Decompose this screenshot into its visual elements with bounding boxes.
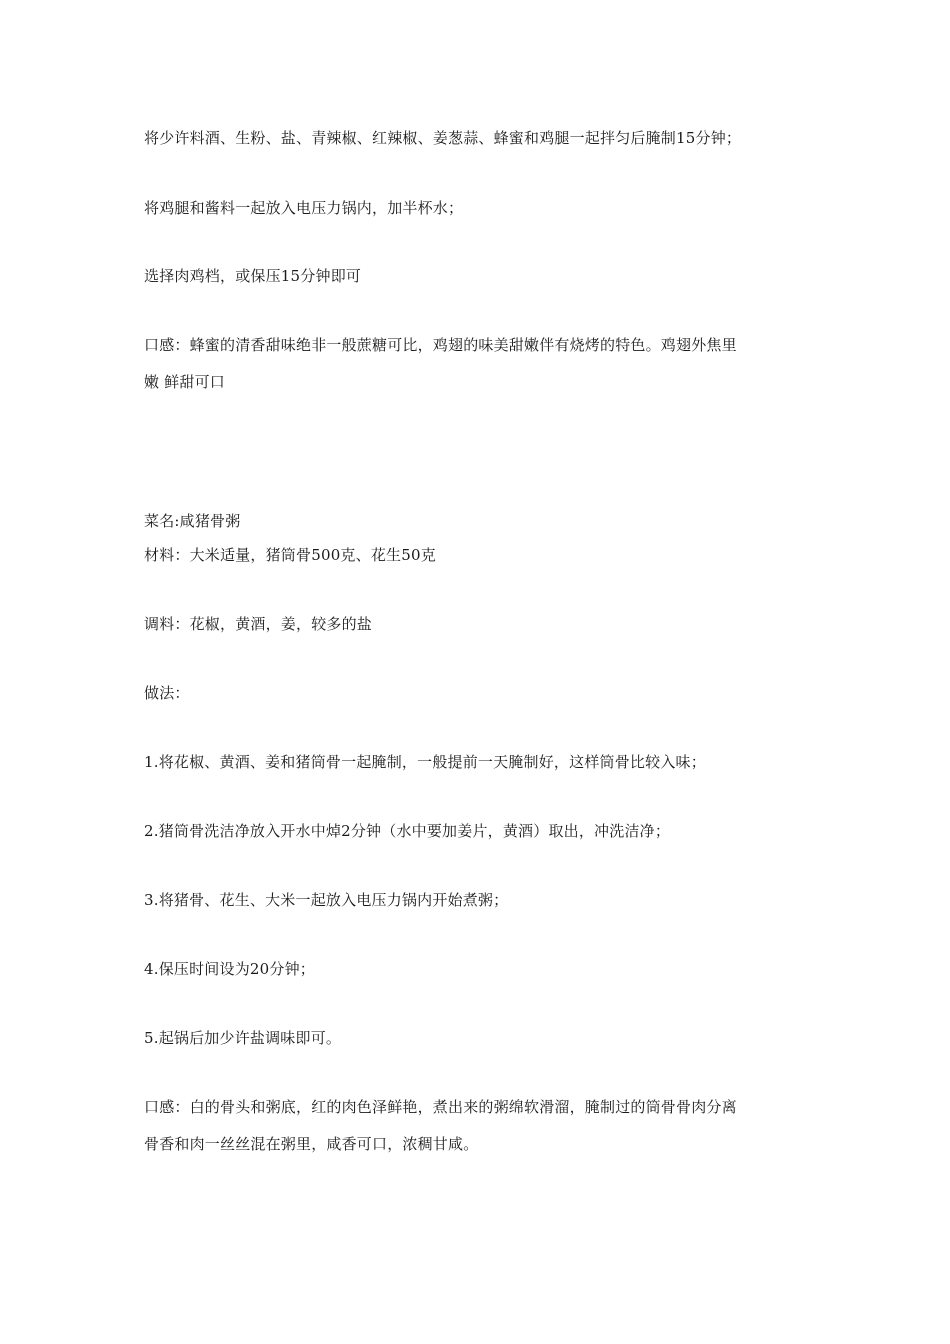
porridge-taste-line-1: 口感：白的骨头和粥底，红的肉色泽鲜艳，煮出来的粥绵软滑溜，腌制过的筒骨骨肉分离 xyxy=(144,1098,737,1116)
method-heading: 做法： xyxy=(144,684,190,702)
porridge-taste-line-2: 骨香和肉一丝丝混在粥里，咸香可口，浓稠甘咸。 xyxy=(144,1135,479,1153)
method-step-2: 2.猪筒骨洗洁净放入开水中焯2分钟（水中要加姜片，黄酒）取出，冲洗洁净； xyxy=(144,822,671,840)
method-step-1: 1.将花椒、黄酒、姜和猪筒骨一起腌制，一般提前一天腌制好，这样筒骨比较入味； xyxy=(144,753,706,771)
step-select-mode: 选择肉鸡档，或保压15分钟即可 xyxy=(144,267,362,285)
seasoning-line: 调料：花椒，黄酒，姜，较多的盐 xyxy=(144,615,373,633)
method-step-3: 3.将猪骨、花生、大米一起放入电压力锅内开始煮粥； xyxy=(144,891,509,909)
ingredients-line: 材料：大米适量，猪筒骨500克、花生50克 xyxy=(144,546,436,564)
step-put-in-cooker: 将鸡腿和酱料一起放入电压力锅内，加半杯水； xyxy=(144,199,464,217)
method-step-4: 4.保压时间设为20分钟； xyxy=(144,960,315,978)
step-marinate-chicken: 将少许料酒、生粉、盐、青辣椒、红辣椒、姜葱蒜、蜂蜜和鸡腿一起拌匀后腌制15分钟； xyxy=(144,129,742,147)
dish-name: 菜名:咸猪骨粥 xyxy=(144,512,241,530)
taste-description-line-2: 嫩 鲜甜可口 xyxy=(144,373,225,391)
taste-description-line-1: 口感：蜂蜜的清香甜味绝非一般蔗糖可比，鸡翅的味美甜嫩伴有烧烤的特色。鸡翅外焦里 xyxy=(144,336,737,354)
method-step-5: 5.起锅后加少许盐调味即可。 xyxy=(144,1029,342,1047)
